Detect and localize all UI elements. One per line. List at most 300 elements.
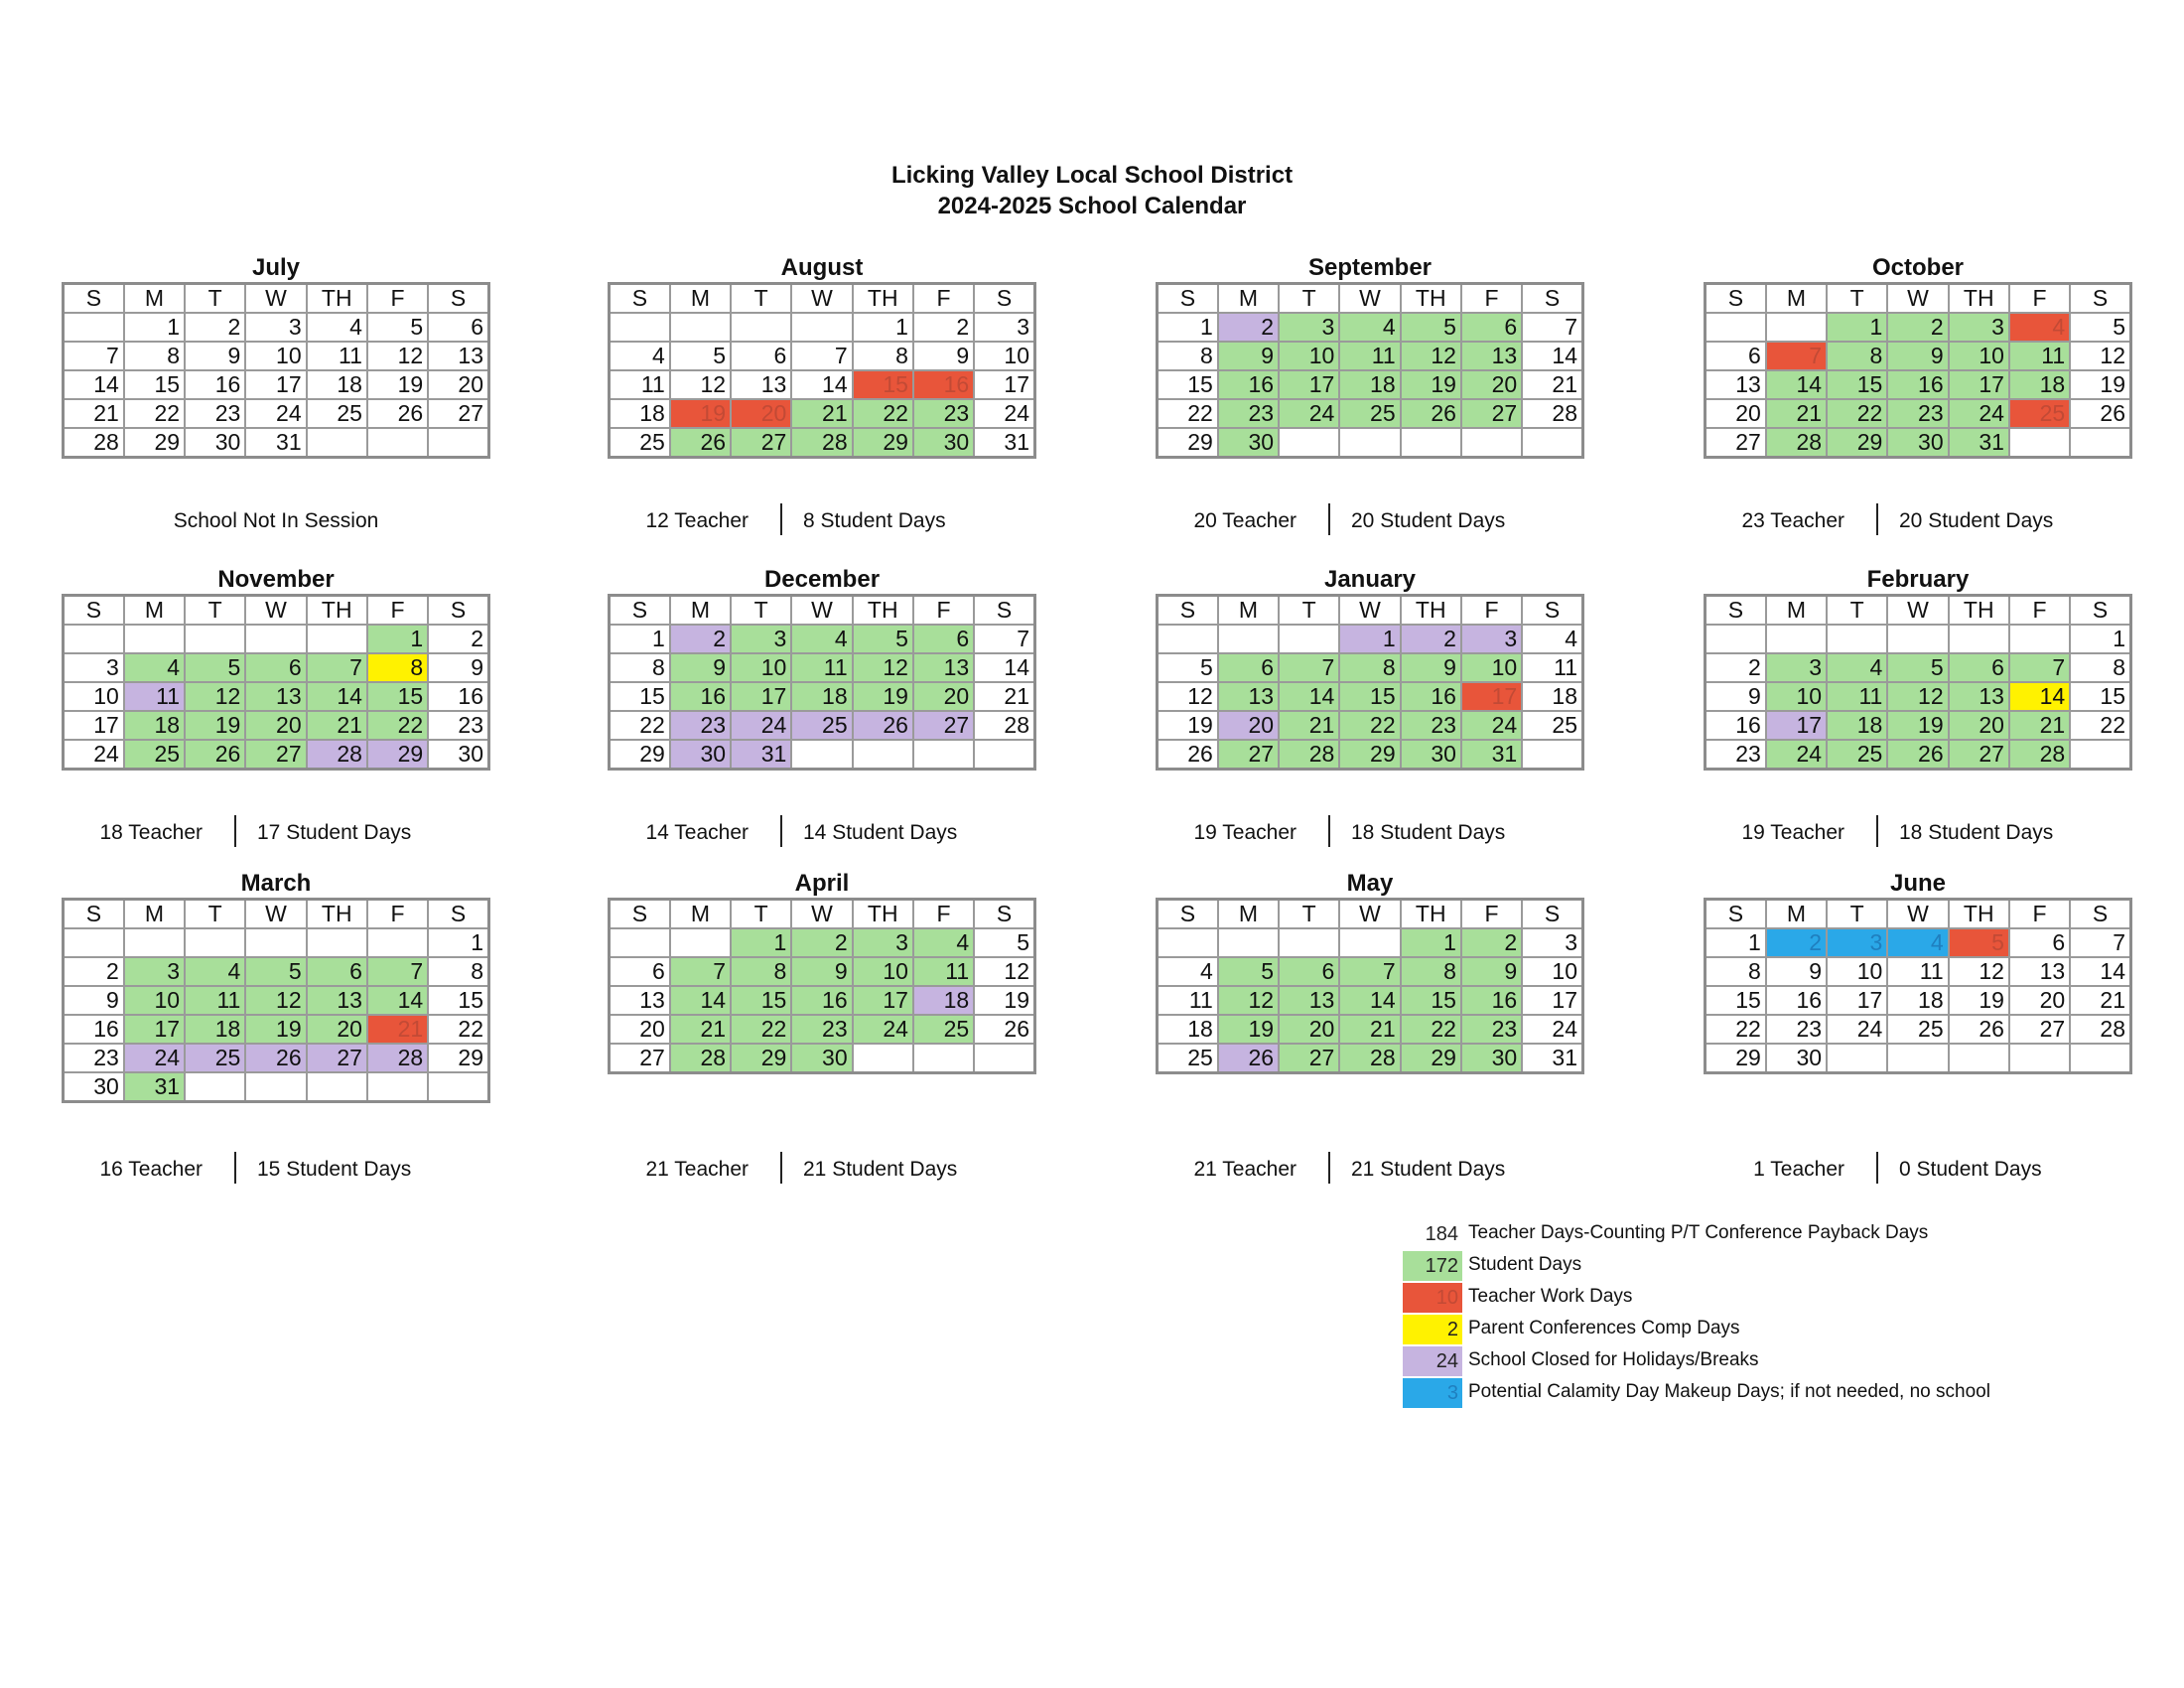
day-cell: 13 xyxy=(1461,342,1522,370)
day-cell: 27 xyxy=(610,1044,670,1073)
student-days-count: 18 Student Days xyxy=(1351,821,1506,844)
day-cell: 13 xyxy=(1279,986,1339,1015)
day-cell: 2 xyxy=(1461,928,1522,957)
month-september xyxy=(1156,254,1584,459)
weekday-header: S xyxy=(64,900,124,929)
day-cell: 23 xyxy=(791,1015,852,1044)
month-name: December xyxy=(763,566,881,593)
day-cell: 9 xyxy=(1706,682,1766,711)
day-cell: 26 xyxy=(1401,399,1461,428)
day-cell: 30 xyxy=(1218,428,1279,458)
weekday-header: F xyxy=(367,596,428,626)
day-cell: 6 xyxy=(913,625,974,653)
weekday-header: TH xyxy=(1949,596,2009,626)
weekday-header: TH xyxy=(1401,596,1461,626)
day-cell: 25 xyxy=(913,1015,974,1044)
weekday-header: S xyxy=(64,596,124,626)
day-cell: 3 xyxy=(853,928,913,957)
weekday-header: F xyxy=(1461,596,1522,626)
day-cell: 2 xyxy=(913,313,974,342)
day-cell: 19 xyxy=(1158,711,1218,740)
day-cell: 3 xyxy=(1827,928,1887,957)
day-cell: 19 xyxy=(367,370,428,399)
day-cell: 11 xyxy=(1158,986,1218,1015)
day-cell: 10 xyxy=(974,342,1034,370)
weekday-header: S xyxy=(428,596,488,626)
day-cell: 31 xyxy=(245,428,306,458)
day-cell: 14 xyxy=(1339,986,1400,1015)
empty-cell xyxy=(64,928,124,957)
day-cell: 12 xyxy=(1887,682,1948,711)
empty-cell xyxy=(1949,625,2009,653)
day-cell: 25 xyxy=(1339,399,1400,428)
day-cell: 29 xyxy=(428,1044,488,1072)
day-cell: 22 xyxy=(610,711,670,740)
summary-divider xyxy=(1876,1152,1878,1184)
day-cell: 1 xyxy=(1401,928,1461,957)
day-cell: 30 xyxy=(1401,740,1461,770)
day-cell: 5 xyxy=(1218,957,1279,986)
weekday-header: F xyxy=(913,900,974,929)
weekday-header: W xyxy=(1339,596,1400,626)
empty-cell xyxy=(185,625,245,653)
day-cell: 11 xyxy=(1887,957,1948,986)
weekday-header: S xyxy=(1706,900,1766,929)
day-cell: 8 xyxy=(124,342,185,370)
day-cell: 24 xyxy=(64,740,124,770)
legend-swatch: 172 xyxy=(1403,1251,1462,1281)
day-cell: 26 xyxy=(1218,1044,1279,1073)
day-cell: 19 xyxy=(1887,711,1948,740)
day-cell: 4 xyxy=(913,928,974,957)
day-cell: 5 xyxy=(245,957,306,986)
day-cell: 27 xyxy=(428,399,488,428)
weekday-header: S xyxy=(428,900,488,929)
month-table xyxy=(1704,282,2132,459)
month-august xyxy=(608,254,1036,459)
day-cell: 10 xyxy=(124,986,185,1015)
student-days-count: 20 Student Days xyxy=(1351,509,1506,532)
weekday-header: T xyxy=(1279,284,1339,314)
day-cell: 16 xyxy=(185,370,245,399)
legend-label: Student Days xyxy=(1468,1254,1582,1275)
day-cell: 13 xyxy=(731,370,791,399)
day-cell: 17 xyxy=(731,682,791,711)
day-cell: 31 xyxy=(1461,740,1522,770)
month-summary xyxy=(608,815,1036,849)
day-cell: 10 xyxy=(853,957,913,986)
weekday-header: W xyxy=(245,596,306,626)
legend-label: Teacher Work Days xyxy=(1468,1286,1633,1307)
day-cell: 4 xyxy=(1887,928,1948,957)
day-cell: 6 xyxy=(610,957,670,986)
day-cell: 26 xyxy=(185,740,245,770)
month-table xyxy=(608,282,1036,459)
empty-cell xyxy=(2070,1044,2130,1073)
day-cell: 7 xyxy=(2009,653,2070,682)
month-summary xyxy=(62,815,490,849)
empty-cell xyxy=(1218,625,1279,653)
empty-cell xyxy=(853,1044,913,1073)
day-cell: 26 xyxy=(1949,1015,2009,1044)
day-cell: 16 xyxy=(1401,682,1461,711)
day-cell: 29 xyxy=(124,428,185,458)
day-cell: 20 xyxy=(731,399,791,428)
teacher-days-count: 20 Teacher xyxy=(1193,509,1297,532)
weekday-header: TH xyxy=(1401,900,1461,929)
empty-cell xyxy=(428,1072,488,1102)
teacher-days-count: 21 Teacher xyxy=(1193,1158,1297,1181)
day-cell: 4 xyxy=(1522,625,1582,653)
day-cell: 25 xyxy=(1887,1015,1948,1044)
day-cell: 28 xyxy=(2070,1015,2130,1044)
day-cell: 25 xyxy=(124,740,185,770)
day-cell: 24 xyxy=(124,1044,185,1072)
legend-label: School Closed for Holidays/Breaks xyxy=(1468,1349,1759,1370)
day-cell: 3 xyxy=(1279,313,1339,342)
weekday-header: S xyxy=(974,284,1034,314)
weekday-header: F xyxy=(913,596,974,626)
day-cell: 3 xyxy=(1461,625,1522,653)
day-cell: 1 xyxy=(1706,928,1766,957)
weekday-header: T xyxy=(731,900,791,929)
weekday-header: M xyxy=(124,596,185,626)
day-cell: 28 xyxy=(974,711,1034,740)
summary-divider xyxy=(1328,815,1330,847)
month-table xyxy=(608,594,1036,771)
day-cell: 5 xyxy=(1401,313,1461,342)
student-days-count: 17 Student Days xyxy=(257,821,412,844)
weekday-header: M xyxy=(1218,900,1279,929)
day-cell: 25 xyxy=(791,711,852,740)
month-summary xyxy=(1704,815,2132,849)
month-table xyxy=(1704,594,2132,771)
day-cell: 15 xyxy=(610,682,670,711)
weekday-header: W xyxy=(791,596,852,626)
day-cell: 17 xyxy=(124,1015,185,1044)
day-cell: 10 xyxy=(1827,957,1887,986)
day-cell: 31 xyxy=(974,428,1034,458)
weekday-header: M xyxy=(1218,596,1279,626)
day-cell: 27 xyxy=(307,1044,367,1072)
day-cell: 23 xyxy=(64,1044,124,1072)
weekday-header: W xyxy=(245,900,306,929)
month-name: September xyxy=(1307,254,1433,281)
day-cell: 6 xyxy=(1218,653,1279,682)
day-cell: 15 xyxy=(124,370,185,399)
day-cell: 7 xyxy=(1339,957,1400,986)
day-cell: 30 xyxy=(791,1044,852,1073)
day-cell: 1 xyxy=(610,625,670,653)
legend-swatch: 2 xyxy=(1403,1315,1462,1344)
day-cell: 11 xyxy=(1522,653,1582,682)
day-cell: 24 xyxy=(1827,1015,1887,1044)
empty-cell xyxy=(245,1072,306,1102)
empty-cell xyxy=(1522,740,1582,770)
weekday-header: S xyxy=(428,284,488,314)
day-cell: 4 xyxy=(791,625,852,653)
month-table xyxy=(1156,594,1584,771)
day-cell: 2 xyxy=(1401,625,1461,653)
summary-divider xyxy=(780,1152,782,1184)
weekday-header: M xyxy=(1766,596,1827,626)
day-cell: 2 xyxy=(185,313,245,342)
day-cell: 18 xyxy=(1339,370,1400,399)
weekday-header: S xyxy=(1158,596,1218,626)
day-cell: 19 xyxy=(2070,370,2130,399)
teacher-days-count: 23 Teacher xyxy=(1741,509,1844,532)
day-cell: 18 xyxy=(1827,711,1887,740)
month-table xyxy=(62,282,490,459)
empty-cell xyxy=(307,1072,367,1102)
day-cell: 3 xyxy=(1522,928,1582,957)
empty-cell xyxy=(64,313,124,342)
day-cell: 7 xyxy=(2070,928,2130,957)
month-name: July xyxy=(251,254,301,281)
day-cell: 6 xyxy=(1279,957,1339,986)
weekday-header: F xyxy=(2009,900,2070,929)
weekday-header: TH xyxy=(1949,900,2009,929)
day-cell: 5 xyxy=(974,928,1034,957)
empty-cell xyxy=(731,313,791,342)
weekday-header: T xyxy=(1827,596,1887,626)
document-title: Licking Valley Local School District xyxy=(890,162,1294,189)
teacher-days-count: 16 Teacher xyxy=(99,1158,203,1181)
weekday-header: TH xyxy=(853,900,913,929)
day-cell: 23 xyxy=(1766,1015,1827,1044)
empty-cell xyxy=(1158,625,1218,653)
day-cell: 9 xyxy=(185,342,245,370)
day-cell: 14 xyxy=(974,653,1034,682)
day-cell: 16 xyxy=(670,682,731,711)
month-summary xyxy=(608,503,1036,537)
day-cell: 23 xyxy=(185,399,245,428)
day-cell: 21 xyxy=(1279,711,1339,740)
day-cell: 12 xyxy=(1158,682,1218,711)
day-cell: 25 xyxy=(185,1044,245,1072)
empty-cell xyxy=(1339,928,1400,957)
day-cell: 17 xyxy=(1949,370,2009,399)
day-cell: 22 xyxy=(428,1015,488,1044)
month-february xyxy=(1704,566,2132,771)
empty-cell xyxy=(1887,625,1948,653)
day-cell: 23 xyxy=(1218,399,1279,428)
weekday-header: T xyxy=(1827,900,1887,929)
weekday-header: T xyxy=(1827,284,1887,314)
month-name: February xyxy=(1866,566,1970,593)
empty-cell xyxy=(2070,428,2130,458)
day-cell: 28 xyxy=(1339,1044,1400,1073)
day-cell: 9 xyxy=(428,653,488,682)
empty-cell xyxy=(670,928,731,957)
weekday-header: T xyxy=(1279,596,1339,626)
day-cell: 1 xyxy=(124,313,185,342)
month-table xyxy=(1704,898,2132,1074)
day-cell: 1 xyxy=(731,928,791,957)
weekday-header: S xyxy=(1706,596,1766,626)
weekday-header: S xyxy=(1522,900,1582,929)
weekday-header: S xyxy=(1522,284,1582,314)
day-cell: 12 xyxy=(1218,986,1279,1015)
day-cell: 12 xyxy=(1949,957,2009,986)
day-cell: 8 xyxy=(1158,342,1218,370)
day-cell: 24 xyxy=(731,711,791,740)
weekday-header: M xyxy=(1766,284,1827,314)
day-cell: 8 xyxy=(853,342,913,370)
day-cell: 16 xyxy=(428,682,488,711)
weekday-header: T xyxy=(1279,900,1339,929)
day-cell: 2 xyxy=(1218,313,1279,342)
day-cell: 15 xyxy=(428,986,488,1015)
day-cell: 15 xyxy=(1827,370,1887,399)
day-cell: 20 xyxy=(307,1015,367,1044)
day-cell: 22 xyxy=(1158,399,1218,428)
month-summary xyxy=(1704,503,2132,537)
day-cell: 9 xyxy=(1218,342,1279,370)
day-cell: 22 xyxy=(731,1015,791,1044)
day-cell: 2 xyxy=(1887,313,1948,342)
empty-cell xyxy=(1279,428,1339,458)
weekday-header: S xyxy=(1706,284,1766,314)
month-june xyxy=(1704,870,2132,1074)
day-cell: 20 xyxy=(1461,370,1522,399)
month-summary xyxy=(1704,1152,2132,1186)
empty-cell xyxy=(1522,428,1582,458)
day-cell: 5 xyxy=(2070,313,2130,342)
empty-cell xyxy=(1827,1044,1887,1073)
day-cell: 15 xyxy=(367,682,428,711)
empty-cell xyxy=(1706,313,1766,342)
weekday-header: M xyxy=(670,900,731,929)
empty-cell xyxy=(610,928,670,957)
weekday-header: W xyxy=(245,284,306,314)
day-cell: 26 xyxy=(670,428,731,458)
day-cell: 14 xyxy=(670,986,731,1015)
not-in-session-note: School Not In Session xyxy=(173,509,379,532)
day-cell: 13 xyxy=(913,653,974,682)
weekday-header: F xyxy=(367,284,428,314)
summary-divider xyxy=(1876,503,1878,535)
day-cell: 30 xyxy=(185,428,245,458)
day-cell: 7 xyxy=(791,342,852,370)
empty-cell xyxy=(185,928,245,957)
student-days-count: 8 Student Days xyxy=(803,509,946,532)
day-cell: 19 xyxy=(185,711,245,740)
day-cell: 3 xyxy=(245,313,306,342)
summary-divider xyxy=(234,815,236,847)
day-cell: 22 xyxy=(1827,399,1887,428)
day-cell: 21 xyxy=(367,1015,428,1044)
day-cell: 28 xyxy=(2009,740,2070,770)
day-cell: 30 xyxy=(64,1072,124,1102)
day-cell: 16 xyxy=(64,1015,124,1044)
day-cell: 16 xyxy=(1706,711,1766,740)
day-cell: 26 xyxy=(245,1044,306,1072)
weekday-header: W xyxy=(1339,900,1400,929)
summary-divider xyxy=(1328,503,1330,535)
day-cell: 11 xyxy=(2009,342,2070,370)
day-cell: 10 xyxy=(1949,342,2009,370)
day-cell: 24 xyxy=(1766,740,1827,770)
weekday-header: F xyxy=(1461,900,1522,929)
day-cell: 14 xyxy=(367,986,428,1015)
empty-cell xyxy=(307,625,367,653)
weekday-header: TH xyxy=(307,596,367,626)
month-summary xyxy=(62,503,490,537)
day-cell: 14 xyxy=(307,682,367,711)
day-cell: 6 xyxy=(428,313,488,342)
weekday-header: S xyxy=(1158,284,1218,314)
day-cell: 3 xyxy=(731,625,791,653)
empty-cell xyxy=(2070,740,2130,770)
day-cell: 13 xyxy=(307,986,367,1015)
day-cell: 9 xyxy=(64,986,124,1015)
day-cell: 18 xyxy=(307,370,367,399)
day-cell: 13 xyxy=(1949,682,2009,711)
day-cell: 26 xyxy=(853,711,913,740)
student-days-count: 20 Student Days xyxy=(1899,509,2054,532)
empty-cell xyxy=(791,313,852,342)
day-cell: 1 xyxy=(1158,313,1218,342)
month-summary xyxy=(608,1152,1036,1186)
day-cell: 20 xyxy=(913,682,974,711)
day-cell: 9 xyxy=(1766,957,1827,986)
weekday-header: F xyxy=(1461,284,1522,314)
day-cell: 12 xyxy=(670,370,731,399)
day-cell: 7 xyxy=(367,957,428,986)
day-cell: 7 xyxy=(974,625,1034,653)
day-cell: 2 xyxy=(791,928,852,957)
day-cell: 22 xyxy=(124,399,185,428)
day-cell: 4 xyxy=(1827,653,1887,682)
day-cell: 29 xyxy=(367,740,428,770)
day-cell: 10 xyxy=(1279,342,1339,370)
day-cell: 6 xyxy=(307,957,367,986)
day-cell: 21 xyxy=(1522,370,1582,399)
empty-cell xyxy=(1827,625,1887,653)
day-cell: 17 xyxy=(245,370,306,399)
day-cell: 5 xyxy=(367,313,428,342)
day-cell: 15 xyxy=(2070,682,2130,711)
day-cell: 6 xyxy=(1706,342,1766,370)
day-cell: 13 xyxy=(428,342,488,370)
day-cell: 18 xyxy=(791,682,852,711)
month-summary xyxy=(62,1152,490,1186)
day-cell: 11 xyxy=(124,682,185,711)
day-cell: 6 xyxy=(731,342,791,370)
day-cell: 24 xyxy=(1279,399,1339,428)
weekday-header: F xyxy=(367,900,428,929)
weekday-header: M xyxy=(124,284,185,314)
day-cell: 30 xyxy=(1461,1044,1522,1073)
day-cell: 6 xyxy=(1461,313,1522,342)
day-cell: 25 xyxy=(1522,711,1582,740)
day-cell: 12 xyxy=(367,342,428,370)
day-cell: 20 xyxy=(1218,711,1279,740)
day-cell: 12 xyxy=(1401,342,1461,370)
day-cell: 31 xyxy=(1522,1044,1582,1073)
weekday-header: T xyxy=(185,284,245,314)
day-cell: 18 xyxy=(1522,682,1582,711)
day-cell: 2 xyxy=(1766,928,1827,957)
day-cell: 29 xyxy=(610,740,670,770)
day-cell: 10 xyxy=(64,682,124,711)
day-cell: 24 xyxy=(853,1015,913,1044)
day-cell: 19 xyxy=(670,399,731,428)
day-cell: 23 xyxy=(1887,399,1948,428)
legend-swatch: 3 xyxy=(1403,1378,1462,1408)
day-cell: 18 xyxy=(185,1015,245,1044)
